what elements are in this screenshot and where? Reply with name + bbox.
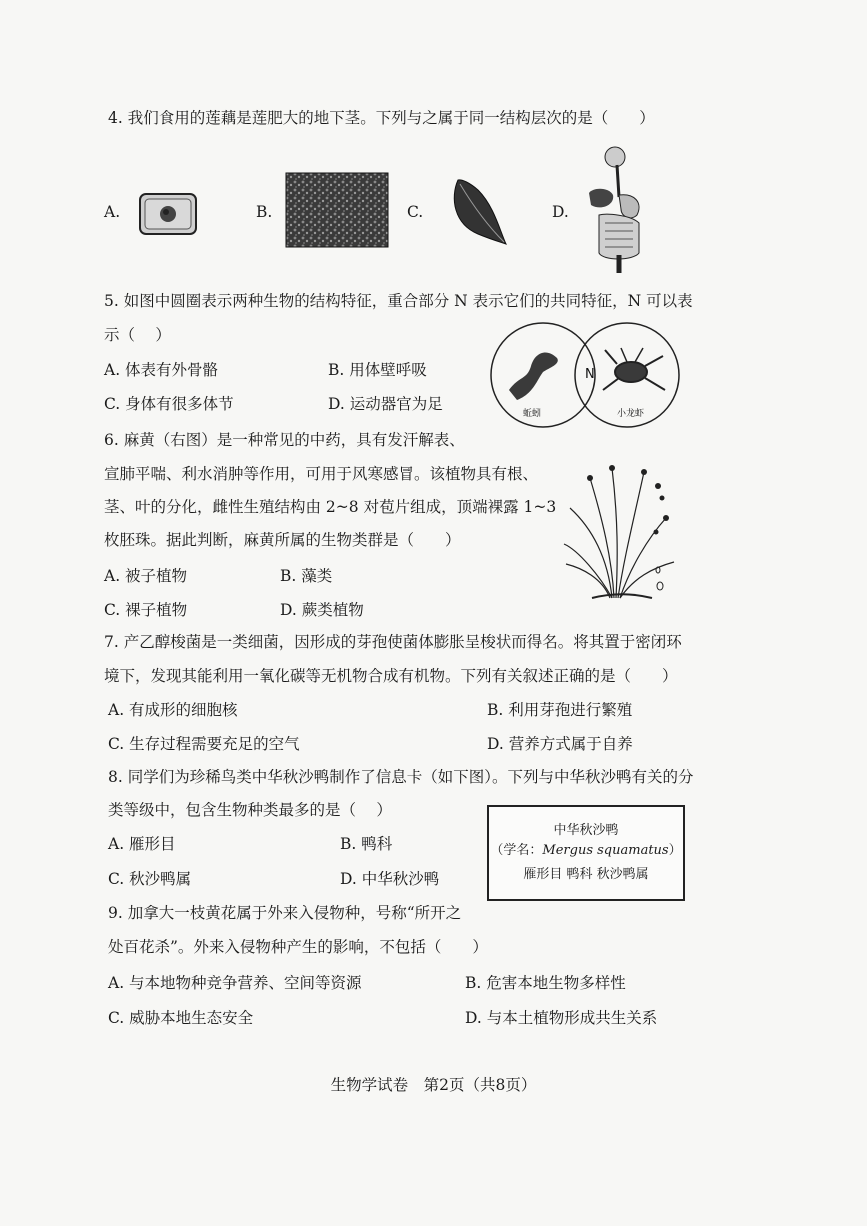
q8-option-c[interactable]: C. 秋沙鸭属: [108, 870, 192, 888]
info-card-title: 中华秋沙鸭: [553, 823, 619, 838]
digestive-system-image: [583, 143, 653, 277]
q6-stem-line1: 6. 麻黄（右图）是一种常见的中药，具有发汗解表、: [104, 431, 465, 449]
q7-option-d[interactable]: D. 营养方式属于自养: [487, 735, 633, 753]
q5-option-c[interactable]: C. 身体有很多体节: [104, 395, 234, 413]
leaf-organ-image: [448, 176, 510, 246]
q9-option-c[interactable]: C. 威胁本地生态安全: [108, 1009, 254, 1027]
venn-left-circle: [491, 323, 595, 427]
earthworm-icon: [509, 352, 558, 400]
q4-label-c: C.: [407, 203, 424, 221]
q9-option-b[interactable]: B. 危害本地生物多样性: [465, 974, 626, 992]
q4-label-a: A.: [104, 203, 121, 221]
tissue-image: [285, 172, 389, 248]
info-card-scientific-name: （学名：Mergus squamatus）: [490, 843, 682, 858]
q4-stem: 4. 我们食用的莲藕是莲肥大的地下茎。下列与之属于同一结构层次的是（ ）: [108, 109, 655, 127]
q6-stem-line3: 茎、叶的分化，雌性生殖结构由 2~8 对苞片组成，顶端裸露 1~3: [104, 498, 557, 516]
q4-label-b: B.: [256, 203, 273, 221]
q9-option-d[interactable]: D. 与本土植物形成共生关系: [465, 1009, 658, 1027]
q5-stem-line2: 示（ ）: [104, 326, 171, 344]
info-card-taxa: 雁形目 鸭科 秋沙鸭属: [523, 867, 649, 882]
q7-stem-line2: 境下，发现其能利用一氧化碳等无机物合成有机物。下列有关叙述正确的是（ ）: [104, 667, 678, 685]
venn-right-label: 小龙虾: [617, 409, 645, 419]
crayfish-icon: [603, 348, 665, 390]
q8-stem-line2: 类等级中，包含生物种类最多的是（ ）: [108, 801, 392, 819]
q8-option-b[interactable]: B. 鸭科: [340, 835, 393, 853]
q9-option-a[interactable]: A. 与本地物种竞争营养、空间等资源: [108, 974, 362, 992]
q8-option-d[interactable]: D. 中华秋沙鸭: [340, 870, 440, 888]
q9-stem-line1: 9. 加拿大一枝黄花属于外来入侵物种，号称“所开之: [108, 904, 462, 922]
q8-option-a[interactable]: A. 雁形目: [108, 835, 176, 853]
q7-option-c[interactable]: C. 生存过程需要充足的空气: [108, 735, 300, 753]
venn-diagram: [487, 320, 687, 430]
q6-option-a[interactable]: A. 被子植物: [104, 567, 188, 585]
q5-stem-line1: 5. 如图中圆圈表示两种生物的结构特征，重合部分 N 表示它们的共同特征，N 可以表: [104, 292, 693, 310]
q4-label-d: D.: [552, 203, 569, 221]
q7-stem-line1: 7. 产乙醇梭菌是一类细菌，因形成的芽孢使菌体膨胀呈梭状而得名。将其置于密闭环: [104, 633, 682, 651]
q6-stem-line2: 宣肺平喘、利水消肿等作用，可用于风寒感冒。该植物具有根、: [104, 465, 539, 483]
info-card: [487, 805, 685, 901]
q6-option-c[interactable]: C. 裸子植物: [104, 601, 188, 619]
q6-stem-line4: 枚胚珠。据此判断，麻黄所属的生物类群是（ ）: [104, 531, 461, 549]
q5-option-d[interactable]: D. 运动器官为足: [328, 395, 443, 413]
venn-center-label: N: [585, 367, 595, 382]
q6-option-d[interactable]: D. 蕨类植物: [280, 601, 364, 619]
q6-option-b[interactable]: B. 藻类: [280, 567, 333, 585]
ephedra-plant-image: [562, 458, 682, 608]
cell-image: [136, 190, 200, 238]
q7-option-a[interactable]: A. 有成形的细胞核: [108, 701, 238, 719]
q5-option-a[interactable]: A. 体表有外骨骼: [104, 361, 219, 379]
venn-left-label: 蚯蚓: [523, 409, 542, 419]
q8-stem-line1: 8. 同学们为珍稀鸟类中华秋沙鸭制作了信息卡（如下图）。下列与中华秋沙鸭有关的分: [108, 768, 694, 786]
q7-option-b[interactable]: B. 利用芽孢进行繁殖: [487, 701, 633, 719]
page-footer: 生物学试卷 第2页（共8页）: [330, 1076, 537, 1094]
q9-stem-line2: 处百花杀”。外来入侵物种产生的影响，不包括（ ）: [108, 938, 488, 956]
q5-option-b[interactable]: B. 用体壁呼吸: [328, 361, 427, 379]
